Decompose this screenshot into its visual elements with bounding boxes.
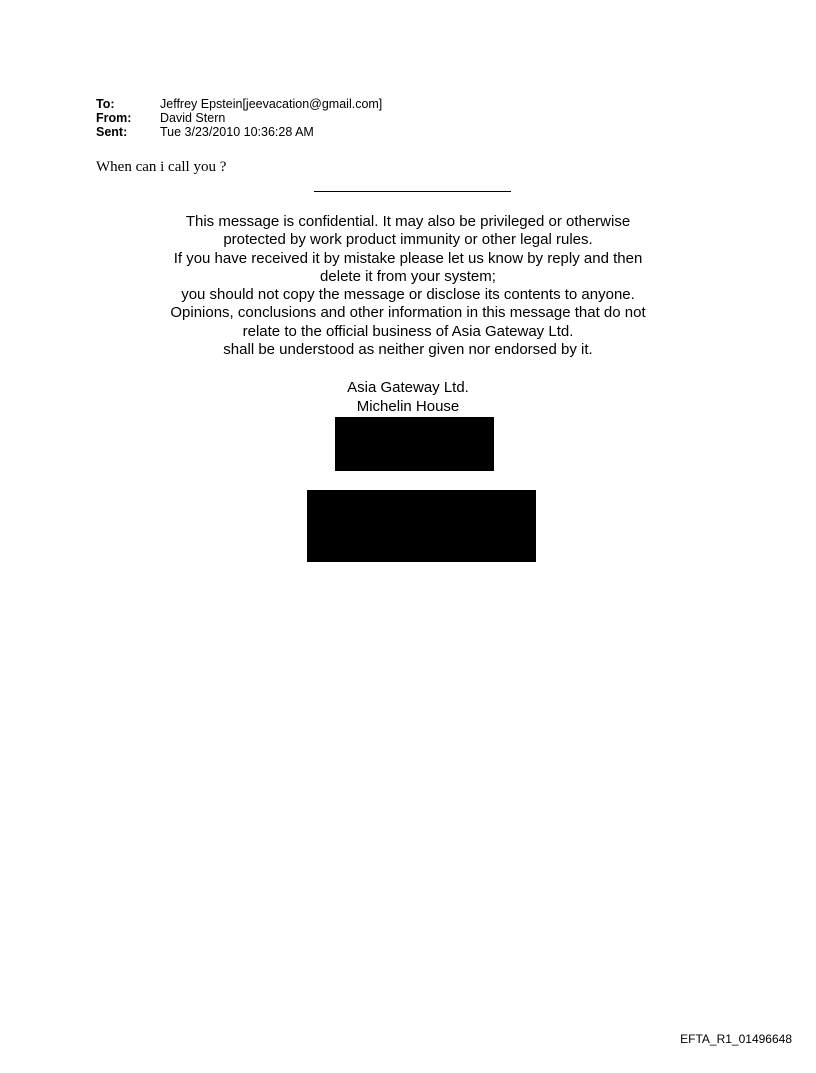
disclaimer-line: If you have received it by mistake please let us know by reply and then bbox=[173, 249, 643, 267]
disclaimer-line: protected by work product immunity or other legal rules. bbox=[223, 231, 593, 249]
disclaimer-line: Opinions, conclusions and other information in this message that do not bbox=[170, 304, 646, 322]
company-name: Asia Gateway Ltd. bbox=[347, 379, 469, 396]
disclaimer-line: This message is confidential. It may also be privileged or otherwise bbox=[185, 213, 631, 230]
sent-row bbox=[96, 125, 382, 139]
separator-rule bbox=[314, 191, 511, 192]
company-building: Michelin House bbox=[356, 397, 460, 415]
email-header bbox=[96, 97, 382, 139]
to-label: To: bbox=[96, 97, 115, 111]
disclaimer-line: you should not copy the message or disclose its contents to anyone. bbox=[181, 286, 635, 304]
to-row bbox=[96, 97, 382, 111]
company-signature bbox=[96, 379, 720, 416]
redaction-box bbox=[307, 490, 536, 562]
sent-label: Sent: bbox=[96, 125, 128, 139]
redaction-box bbox=[335, 417, 494, 471]
disclaimer-line: relate to the official business of Asia Gateway Ltd. bbox=[242, 322, 574, 340]
confidentiality-disclaimer bbox=[96, 213, 720, 359]
sent-value: Tue 3/23/2010 10:36:28 AM bbox=[160, 125, 314, 139]
to-value: Jeffrey Epstein[jeevacation@gmail.com] bbox=[160, 97, 383, 111]
from-value: David Stern bbox=[160, 111, 226, 125]
from-label: From: bbox=[96, 111, 132, 125]
disclaimer-line: delete it from your system; bbox=[320, 267, 496, 285]
message-body: When can i call you ? bbox=[96, 159, 227, 175]
disclaimer-line: shall be understood as neither given nor endorsed by it. bbox=[223, 341, 593, 359]
from-row bbox=[96, 111, 382, 125]
document-id: EFTA_R1_01496648 bbox=[680, 1032, 792, 1046]
